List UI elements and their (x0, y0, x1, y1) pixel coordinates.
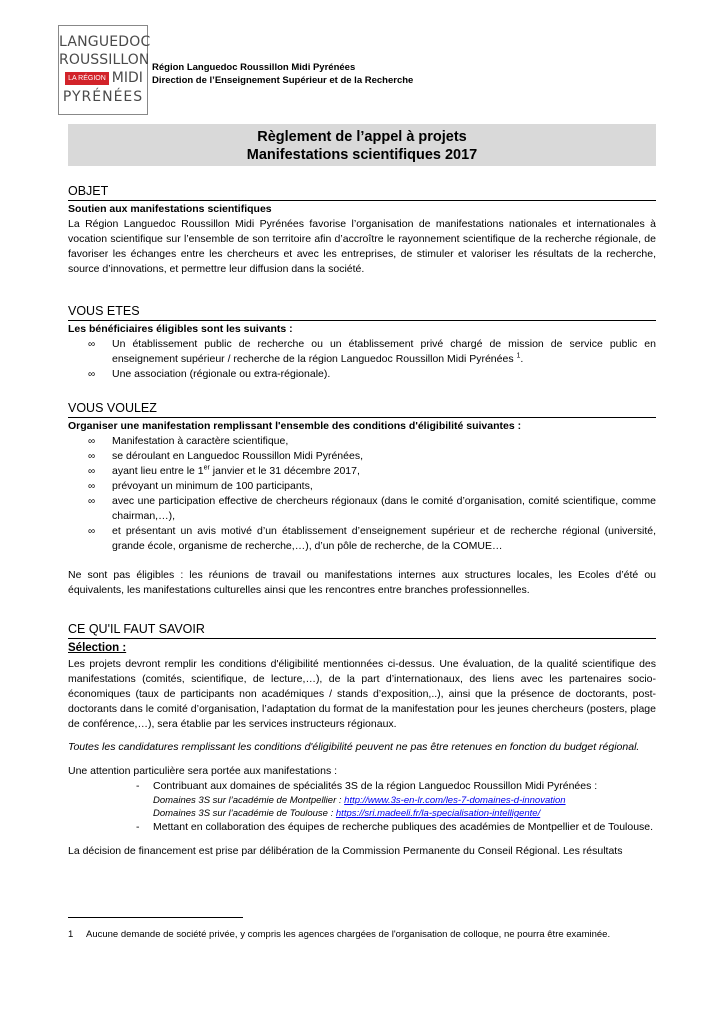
list-item-text: Mettant en collaboration des équipes de recherche publiques des académies de Montpellier et de Toulouse. (153, 821, 654, 833)
objet-subheading: Soutien aux manifestations scientifiques (68, 203, 272, 215)
infinity-bullet-icon: ∞ (88, 481, 96, 492)
section-vous-voulez (68, 401, 656, 598)
conditions-list (68, 434, 656, 554)
objet-text: La Région Languedoc Roussillon Midi Pyrénées favorise l’organisation de manifestations nationales et internationales à vocation scientifique sur l’ensemble de son territoire afin d’accroître le rayonnement scientifique de la recherche régionale, de favoriser les échanges entre les chercheurs et avec les entreprises, de stimuler et valoriser les résultats de la recherche, source d’innovations, et permettre leur diffusion dans la société. (68, 218, 656, 275)
infinity-bullet-icon: ∞ (88, 451, 96, 462)
list-item-text: et présentant un avis motivé d’un établissement d’enseignement supérieur et de recherche régional (université, grande école, organisme de recherche,…), d’un pôle de recherche, de la COMUE… (112, 525, 656, 552)
candidatures-note: Toutes les candidatures remplissant les conditions d'éligibilité peuvent ne pas être retenues en fonction du budget régional. (68, 741, 640, 753)
title-line-1: Règlement de l’appel à projets (257, 129, 467, 145)
ordinal-superscript: er (203, 464, 210, 472)
attention-intro: Une attention particulière sera portée aux manifestations : (68, 765, 338, 777)
list-item (68, 337, 656, 367)
title-box (68, 124, 656, 166)
region-logo (58, 25, 151, 115)
infinity-bullet-icon: ∞ (88, 466, 96, 477)
header-region: Région Languedoc Roussillon Midi Pyrénées (152, 62, 356, 73)
logo-line-1: LANGUEDOC (59, 34, 151, 50)
footnote (68, 928, 658, 941)
list-item-text: ayant lieu entre le 1 (112, 465, 204, 477)
not-eligible-text: Ne sont pas éligibles : les réunions de travail ou manifestations internes aux structures locales, les Ecoles d’été ou équivalents, les manifestations culturelles ainsi que les rencontres entre branches professionnelles. (68, 569, 656, 596)
list-subitem (68, 794, 656, 807)
section-heading-objet: OBJET (68, 184, 656, 201)
section-heading-savoir: CE QU'IL FAUT SAVOIR (68, 622, 656, 639)
dash-bullet-icon: - (136, 821, 140, 833)
list-item-text: Contribuant aux domaines de spécialités 3S de la région Languedoc Roussillon Midi Pyrénées : (153, 780, 598, 792)
list-item-text: se déroulant en Languedoc Roussillon Midi Pyrénées, (112, 450, 363, 462)
toulouse-link[interactable]: https://sri.madeeli.fr/la-specialisation-intelligente/ (335, 808, 541, 819)
infinity-bullet-icon: ∞ (88, 339, 96, 350)
infinity-bullet-icon: ∞ (88, 496, 96, 507)
footnote-rule (68, 917, 243, 918)
section-vous-etes (68, 304, 656, 382)
list-item (68, 449, 656, 464)
infinity-bullet-icon: ∞ (88, 369, 96, 380)
title-line-2: Manifestations scientifiques 2017 (246, 147, 478, 163)
vous-voulez-subheading: Organiser une manifestation remplissant l'ensemble des conditions d'éligibilité suivantes : (68, 420, 522, 432)
section-objet (68, 184, 656, 277)
montpellier-link[interactable]: http://www.3s-en-lr.com/les-7-domaines-d-innovation (344, 795, 566, 806)
logo-line-3 (65, 70, 143, 86)
list-item (68, 464, 656, 479)
list-item-text: Manifestation à caractère scientifique, (112, 435, 289, 447)
list-item-text: avec une participation effective de chercheurs régionaux (dans le comité d’organisation, comité scientifique, comme chairman,…), (112, 495, 656, 522)
list-item (68, 434, 656, 449)
list-subitem (68, 807, 656, 820)
sub-label: Domaines 3S sur l’académie de Toulouse : (153, 808, 336, 819)
list-item-text: Un établissement public de recherche ou un établissement privé chargé de mission de service public en enseignement supérieur / recherche de la région Languedoc Roussillon Midi Pyrénées (112, 338, 656, 365)
selection-label: Sélection : (68, 642, 127, 654)
list-item (68, 779, 656, 794)
document-header (152, 61, 413, 87)
logo-line-2: ROUSSILLON (59, 52, 150, 68)
dash-bullet-icon: - (136, 780, 140, 792)
section-savoir (68, 622, 656, 859)
list-item (68, 367, 656, 382)
infinity-bullet-icon: ∞ (88, 526, 96, 537)
sub-label: Domaines 3S sur l’académie de Montpellier : (153, 795, 345, 806)
header-direction: Direction de l’Enseignement Supérieur et de la Recherche (152, 75, 414, 86)
list-item (68, 524, 656, 554)
logo-line-4: PYRÉNÉES (62, 89, 144, 105)
list-item-end: . (520, 353, 524, 365)
section-heading-vous-voulez: VOUS VOULEZ (68, 401, 656, 418)
list-item (68, 479, 656, 494)
list-item-text: Une association (régionale ou extra-régionale). (112, 368, 331, 380)
vous-etes-subheading: Les bénéficiaires éligibles sont les suivants : (68, 323, 293, 335)
list-item-text: prévoyant un minimum de 100 participants, (112, 480, 313, 492)
attention-list (68, 779, 656, 835)
footnote-text: Aucune demande de société privée, y compris les agences chargées de l'organisation de colloque, ne pourra être examinée. (86, 929, 611, 940)
footnote-number: 1 (68, 929, 74, 940)
list-item (68, 820, 656, 835)
logo-badge: LA RÉGION (65, 72, 109, 85)
list-item-text-rest: janvier et le 31 décembre 2017, (209, 465, 360, 477)
logo-midi: MIDI (111, 70, 143, 86)
beneficiaries-list (68, 337, 656, 382)
section-heading-vous-etes: VOUS ETES (68, 304, 656, 321)
list-item (68, 494, 656, 524)
infinity-bullet-icon: ∞ (88, 436, 96, 447)
decision-paragraph: La décision de financement est prise par délibération de la Commission Permanente du Conseil Régional. Les résultats (68, 845, 623, 857)
footnote-reference[interactable]: 1 (516, 352, 521, 360)
selection-paragraph: Les projets devront remplir les conditions d'éligibilité mentionnées ci-dessus. Une évaluation, de la qualité scientifique des manifestations (comités, scientifique, de lecture,…), de la part d’internationaux, des liens avec les partenaires socio-économiques (taux de participants non académiques / stands d’exposition,..), ainsi que la présence de doctorants, post-doctorants dans le comité d’organisation, l’adaptation du format de la manifestation pour les jeunes chercheurs (posters, plage de conférence,…), sera établie par les services instructeurs régionaux. (68, 658, 656, 730)
